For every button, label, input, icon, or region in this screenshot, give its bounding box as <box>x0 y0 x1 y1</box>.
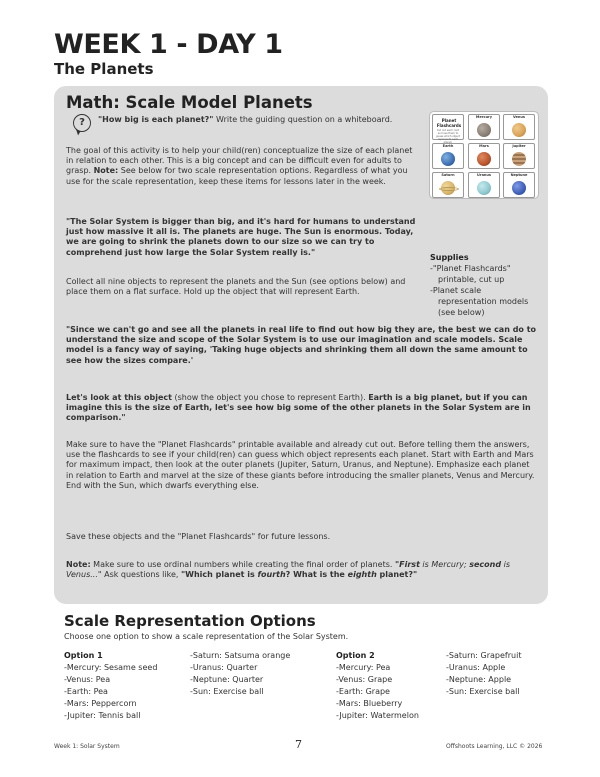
option-item: -Sun: Exercise ball <box>446 687 520 696</box>
footer-right: Offshoots Learning, LLC © 2026 <box>446 743 543 750</box>
option-item: -Mars: Blueberry <box>336 699 403 708</box>
earth-object-quote: Earth is a big planet, but if you can imagine this is the size of Earth, let's see how big some of the other planets in the Solar System are in comparison." <box>66 393 531 423</box>
earth-object-plain: (show the object you chose to represent Earth). <box>171 393 369 402</box>
option-item: -Earth: Pea <box>64 687 108 696</box>
goal-note-label: Note: <box>93 166 119 176</box>
earth-object-bold: Let's look at this object <box>66 393 172 402</box>
flashcard-label: Neptune <box>510 173 528 177</box>
jupiter-icon <box>512 152 526 166</box>
flashcard-venus <box>503 114 535 140</box>
ordinal-eighth: eighth <box>347 570 377 580</box>
page-subtitle: The Planets <box>54 60 154 78</box>
flashcard-neptune <box>503 172 535 198</box>
option-item: -Saturn: Satsuma orange <box>190 651 291 660</box>
collect-objects-paragraph: Collect all nine objects to represent the planets and the Sun (see options below) and place them on a flat surface. Hold up the object that will represent Earth. <box>66 277 406 297</box>
option2-heading: Option 2 <box>336 651 375 660</box>
neptune-icon <box>512 181 526 195</box>
flashcard-label: Earth <box>442 144 454 148</box>
supplies-item: -Planet scale representation models (see below) <box>430 286 529 317</box>
flashcard-label: Jupiter <box>512 144 526 148</box>
options-subtitle: Choose one option to show a scale representation of the Solar System. <box>64 632 349 641</box>
flashcards-instructions: Make sure to have the "Planet Flashcards" printable available and already cut out. Before telling them the answers, use the flashcards to see if your child(ren) can guess which object represents each planet. Start with Earth and Mars for maximum impact, then look at the outer planets (Jupiter, Saturn, Uranus, and Neptune). Emphasize each planet in relation to Earth and marvel at the size of these giants before introducing the smaller planets, Venus and Mercury. End with the Sun, which dwarfs everything else. <box>66 440 535 490</box>
option-item: -Mercury: Pea <box>336 663 391 672</box>
uranus-icon <box>477 181 491 195</box>
option-item: -Earth: Grape <box>336 687 390 696</box>
flashcard-label: Mars <box>479 144 489 148</box>
ordinal-question-a: "Which planet is <box>180 570 258 580</box>
supplies-heading: Supplies <box>430 253 469 262</box>
ordinal-venus: is Venus..." <box>66 560 511 580</box>
ordinal-fourth: fourth <box>257 570 286 580</box>
page-number: 7 <box>295 738 302 751</box>
guiding-question-rest: Write the guiding question on a whiteboard. <box>213 115 393 124</box>
flashcard-label: Saturn <box>441 173 455 177</box>
planet-flashcards-thumbnail <box>429 111 539 199</box>
ordinal-mercury: is Mercury; <box>419 560 470 569</box>
math-title: Math: Scale Model Planets <box>66 93 313 112</box>
venus-icon <box>512 123 526 137</box>
option1-column-a <box>64 650 157 722</box>
option-item: -Jupiter: Watermelon <box>336 711 419 720</box>
option-item: -Saturn: Grapefruit <box>446 651 522 660</box>
option1-heading: Option 1 <box>64 651 103 660</box>
option-item: -Sun: Exercise ball <box>190 687 264 696</box>
supplies-list <box>430 252 542 318</box>
flashcards-title: Planet Flashcards <box>436 118 462 128</box>
footer-left: Week 1: Solar System <box>54 743 120 750</box>
flashcard-uranus <box>468 172 500 198</box>
ordinal-second: second <box>469 560 502 569</box>
ordinal-ask: Ask questions like, <box>101 570 181 580</box>
option-item: -Neptune: Quarter <box>190 675 264 684</box>
guiding-question <box>98 115 408 125</box>
flashcard-mercury <box>468 114 500 140</box>
supplies-item: -"Planet Flashcards" printable, cut up <box>430 264 511 284</box>
earth-object-paragraph <box>66 393 536 424</box>
save-objects-paragraph: Save these objects and the "Planet Flashcards" for future lessons. <box>66 532 331 541</box>
flashcard-earth <box>432 143 464 169</box>
page-header <box>54 30 283 79</box>
option-item: -Uranus: Apple <box>446 663 506 672</box>
ordinal-question-b: ? What is the <box>285 570 348 580</box>
math-activity-box <box>54 86 548 604</box>
scale-model-quote: "Since we can't go and see all the planets in real life to find out how big they are, the best we can do to understand the size and scope of the Solar System is to use our imagination and scale models. Scale model is a fancy way of saying, 'Taking huge objects and shrinking them all down the same amount to see how the sizes compare.' <box>66 325 537 365</box>
ordinal-question-c: planet?" <box>376 570 418 580</box>
ordinal-note <box>66 560 536 580</box>
flashcard-jupiter <box>503 143 535 169</box>
flashcard-mars <box>468 143 500 169</box>
goal-text-b: See below for two scale representation options. Regardless of what you use for the scale representation, keep these items for lessons later in the week. <box>66 166 408 186</box>
goal-text-a: The goal of this activity is to help your child(ren) conceptualize the size of each planet in relation to each other. This is a big concept and can be difficult even for adults to grasp. <box>66 146 413 176</box>
option-item: -Mars: Peppercorn <box>64 699 137 708</box>
option-item: -Mercury: Sesame seed <box>64 663 158 672</box>
flashcard-label: Mercury <box>475 115 493 119</box>
option2-column-b <box>446 650 521 698</box>
flashcard-title-cell <box>432 114 464 140</box>
flashcard-label: Uranus <box>477 173 491 177</box>
option-item: -Venus: Pea <box>64 675 111 684</box>
options-title: Scale Representation Options <box>64 612 316 630</box>
flashcard-label: Venus <box>513 115 525 119</box>
option2-column-a <box>336 650 419 722</box>
option-item: -Venus: Grape <box>336 675 393 684</box>
option1-column-b <box>190 650 290 698</box>
earth-icon <box>441 152 455 166</box>
option-item: -Uranus: Quarter <box>190 663 258 672</box>
ordinal-first: "First <box>394 560 420 569</box>
saturn-ring-icon <box>439 187 459 191</box>
ordinal-note-text: Make sure to use ordinal numbers while creating the final order of planets. <box>90 560 395 569</box>
goal-paragraph <box>66 146 416 187</box>
question-bubble-icon: ? <box>73 114 91 132</box>
mars-icon <box>477 152 491 166</box>
ordinal-note-label: Note: <box>66 560 91 569</box>
mercury-icon <box>477 123 491 137</box>
page-title: WEEK 1 - DAY 1 <box>54 29 283 60</box>
flashcards-subtitle: Cut out each card and use them to guess which object represents each <box>436 129 460 141</box>
option-item: -Neptune: Apple <box>446 675 512 684</box>
guiding-question-quote: "How big is each planet?" <box>98 115 214 124</box>
solar-system-quote: "The Solar System is bigger than big, and it's hard for humans to understand just how massive it all is. The planets are huge. The Sun is enormous. Today, we are going to shrink the planets down to our size so we can try to comprehend just how large the Solar System really is." <box>66 217 416 257</box>
option-item: -Jupiter: Tennis ball <box>64 711 141 720</box>
flashcard-saturn <box>432 172 464 198</box>
